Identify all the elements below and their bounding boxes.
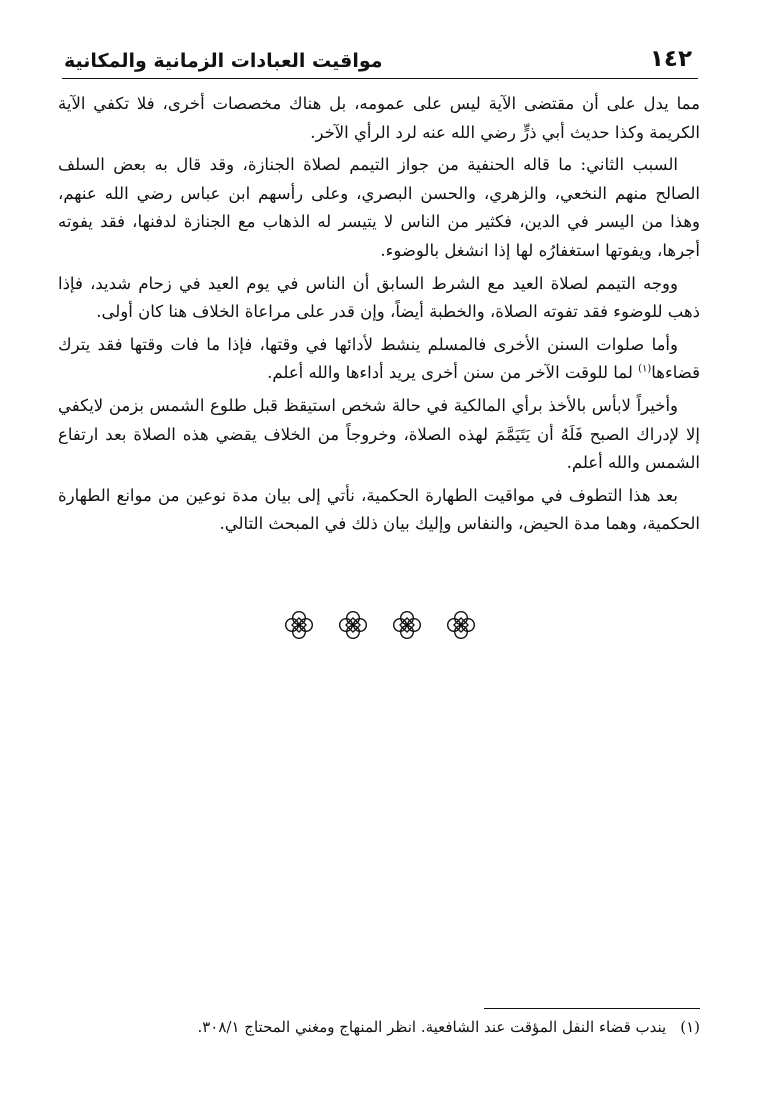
quatrefoil-ornament-icon bbox=[446, 610, 476, 640]
paragraph-sunan-prayers bbox=[58, 331, 700, 388]
footnote-divider bbox=[484, 1008, 700, 1009]
paragraph-maliki-opinion: وأخيراً لابأس بالأخذ برأي المالكية في حالة شخص استيقظ قبل طلوع الشمس بزمن لايكفي إلا لإدراك الصبح فَلَهُ أن يَتَيَمَّمَ لهذه الصلاة، وخروجاً من الخلاف يقضي هذه الصلاة بعد ارتفاع الشمس والله أعلم. bbox=[58, 395, 700, 473]
footnote bbox=[58, 1016, 700, 1038]
quatrefoil-ornament-icon bbox=[392, 610, 422, 640]
footnote-text: يندب قضاء النفل المؤقت عند الشافعية. انظر المنهاج ومغني المحتاج ٣٠٨/١. bbox=[197, 1018, 667, 1036]
paragraph-continuation: مما يدل على أن مقتضى الآية ليس على عمومه، بل هناك مخصصات أخرى، فلا تكفي الآية الكريمة وكذا حديث أبي ذرٍّ رضي الله عنه لرد الرأي الآخر. bbox=[58, 94, 700, 142]
section-ornaments bbox=[0, 610, 760, 642]
page-header bbox=[62, 42, 698, 79]
quatrefoil-ornament-icon bbox=[338, 610, 368, 640]
paragraph-transition: بعد هذا التطوف في مواقيت الطهارة الحكمية، نأتي إلى بيان مدة نوعين من موانع الطهارة الحكمية، وهما مدة الحيض، والنفاس وإليك بيان ذلك في المبحث التالي. bbox=[58, 485, 700, 534]
footnote-marker: (١) bbox=[680, 1018, 700, 1036]
page-number: ١٤٢ bbox=[649, 46, 692, 72]
paragraph-eid-tayammum: ووجه التيمم لصلاة العيد مع الشرط السابق أن الناس في يوم العيد في زحام شديد، فإذا ذهب للوضوء فقد تفوته الصلاة، والخطبة أيضاً، وإن قدر على مراعاة الخلاف هنا كان أولى. bbox=[58, 273, 700, 322]
quatrefoil-ornament-icon bbox=[284, 610, 314, 640]
body-text bbox=[58, 90, 700, 543]
footnote-reference[interactable]: (١) bbox=[638, 363, 652, 375]
paragraph-second-reason: السبب الثاني: ما قاله الحنفية من جواز التيمم لصلاة الجنازة، وقد قال به بعض السلف الصالح منهم النخعي، والزهري، والحسن البصري، وعلى رأسهم ابن عباس رضي الله عنهم، وهذا من اليسر في الدين، فكثير من الناس لا يتيسر له الذهاب مع الجنازة لدفنها، فقد يفوته أجرها، ويفوتها استغفارُه لها إذا انشغل بالوضوء. bbox=[58, 155, 700, 260]
sunan-text-before-note: وأما صلوات السنن الأخرى فالمسلم ينشط لأدائها في وقتها، فإذا ما فات وقتها فقد يترك قضاءها bbox=[58, 334, 700, 383]
sunan-text-after-note: لما للوقت الآخر من سنن أخرى يريد أداءها والله أعلم. bbox=[267, 363, 639, 383]
running-title: مواقيت العبادات الزمانية والمكانية bbox=[64, 50, 383, 72]
